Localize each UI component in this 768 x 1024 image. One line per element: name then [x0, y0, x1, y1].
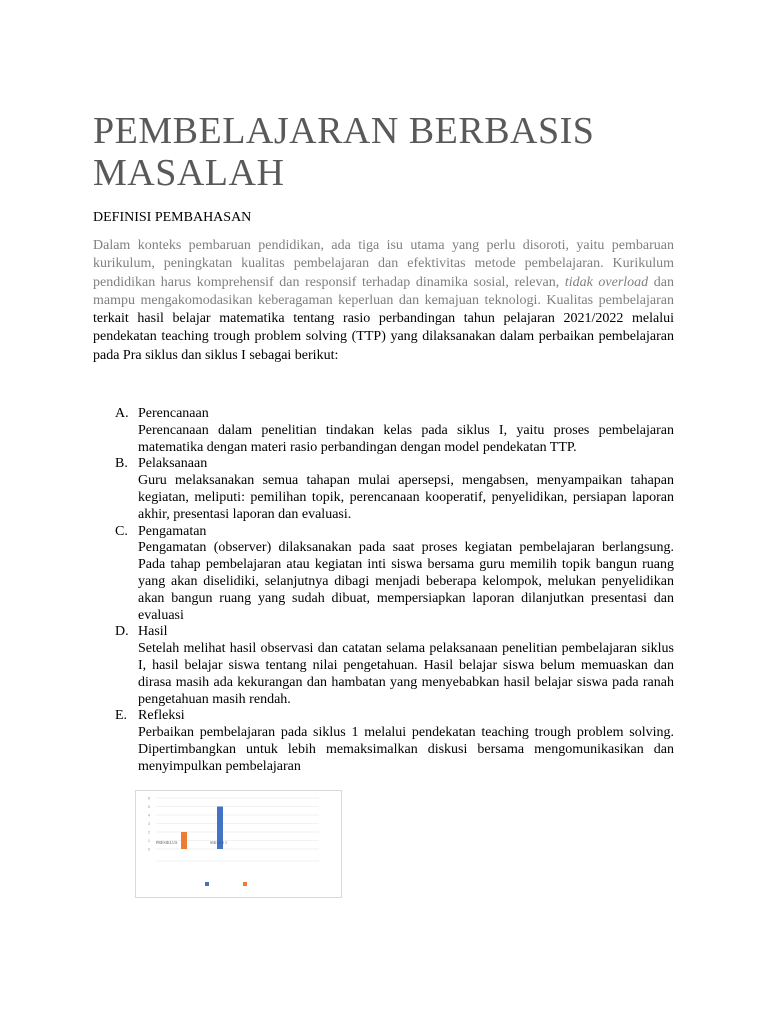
list-body: Guru melaksanakan semua tahapan mulai apersepsi, mengabsen, menyampaikan tahapan kegiatan, meliputi: pemilihan topik, perencanaan kooperatif, penyelidikan, persiapan laporan akhir, presentasi laporan dan evaluasi.: [138, 473, 674, 522]
list-item: [93, 624, 674, 708]
list-item: [93, 708, 674, 775]
bar-chart-container: [135, 790, 342, 898]
list-item: [93, 456, 674, 523]
y-tick-label: 4: [148, 813, 150, 818]
bar: [181, 832, 187, 849]
list-body: Setelah melihat hasil observasi dan catatan selama pelaksanaan penelitian pembelajaran siklus I, hasil belajar siswa tentang nilai pengetahuan. Hasil belajar siswa belum memuaskan dan dirasa masih ada kekurangan dan hambatan yang menyebabkan hasil belajar siswa pada ranah pengetahuan masih rendah.: [138, 641, 674, 707]
intro-italic-text: tidak overload: [564, 274, 649, 290]
legend-swatch: [243, 882, 247, 886]
section-subtitle: DEFINISI PEMBAHASAN: [93, 210, 252, 225]
list-heading: Pengamatan: [138, 523, 207, 539]
list-heading: Perencanaan: [138, 406, 209, 421]
list-heading: Refleksi: [138, 708, 185, 724]
sections-list: [93, 406, 674, 776]
intro-paragraph: [93, 237, 674, 365]
list-body: Pengamatan (observer) dilaksanakan pada saat proses kegiatan pembelajaran berlangsung. Pada tahap pembelajaran atau kegiatan inti siswa bersama guru memilih topik bangun ruang yang akan diselidiki, selanjutnya dibagi menjadi beberapa kelompok, melukan penyelidikan akan bangun ruang yang sudah dibuat, mempersiapkan laporan dilanjutkan presentasi dan evaluasi: [138, 540, 674, 623]
list-body: Perencanaan dalam penelitian tindakan kelas pada siklus I, yaitu proses pembelajaran matematika dengan materi rasio perbandingan dengan model pendekatan TTP.: [138, 422, 674, 455]
y-tick-label: 2: [148, 830, 150, 835]
category-label: PRESIKLUS: [156, 840, 178, 845]
y-tick-label: 0: [148, 847, 150, 852]
bar-chart: [136, 791, 341, 897]
category-label: SIKLUS 1: [210, 840, 228, 845]
y-tick-label: 5: [148, 805, 150, 809]
list-body: Perbaikan pembelajaran pada siklus 1 melalui pendekatan teaching trough problem solving. Dipertimbangkan untuk lebih memaksimalkan diskusi bersama mengomunikasikan dan menyimpulkan pembelajaran: [138, 725, 674, 774]
list-heading: Pelaksanaan: [138, 456, 208, 472]
intro-grey-text-1: Dalam konteks pembaruan pendidikan, ada tiga isu utama yang perlu disoroti, yaitu pembaruan kurikulum, peningkatan kualitas pembelajaran dan efektivitas metode pembelajaran. Kurikulum pendidikan harus komprehensif dan responsif terhadap dinamika sosial, relevan,: [93, 238, 674, 290]
y-tick-label: 3: [148, 822, 150, 826]
list-marker: D.: [115, 624, 129, 640]
list-item: [93, 524, 674, 625]
intro-black-text: terkait hasil belajar matematika tentang rasio perbandingan tahun pelajaran 2021/2022 melalui pendekatan teaching trough problem solving (TTP) yang dilaksanakan dalam perbaikan pembelajaran pada Pra siklus dan siklus I sebagai berikut:: [93, 311, 674, 363]
list-marker: C.: [115, 523, 128, 539]
legend-swatch: [205, 882, 209, 886]
list-marker: E.: [115, 708, 128, 724]
list-heading: Hasil: [138, 624, 168, 640]
y-tick-label: 1: [148, 839, 150, 843]
list-item: [93, 406, 674, 456]
y-tick-label: 6: [148, 796, 150, 801]
intro-grey-text-2: dan mampu mengakomodasikan keberagaman keperluan dan kemajuan teknologi. Kualitas pembelajaran: [93, 274, 675, 308]
list-marker: B.: [115, 456, 128, 472]
page-title: PEMBELAJARAN BERBASIS MASALAH: [93, 110, 595, 194]
list-marker: A.: [115, 406, 129, 421]
